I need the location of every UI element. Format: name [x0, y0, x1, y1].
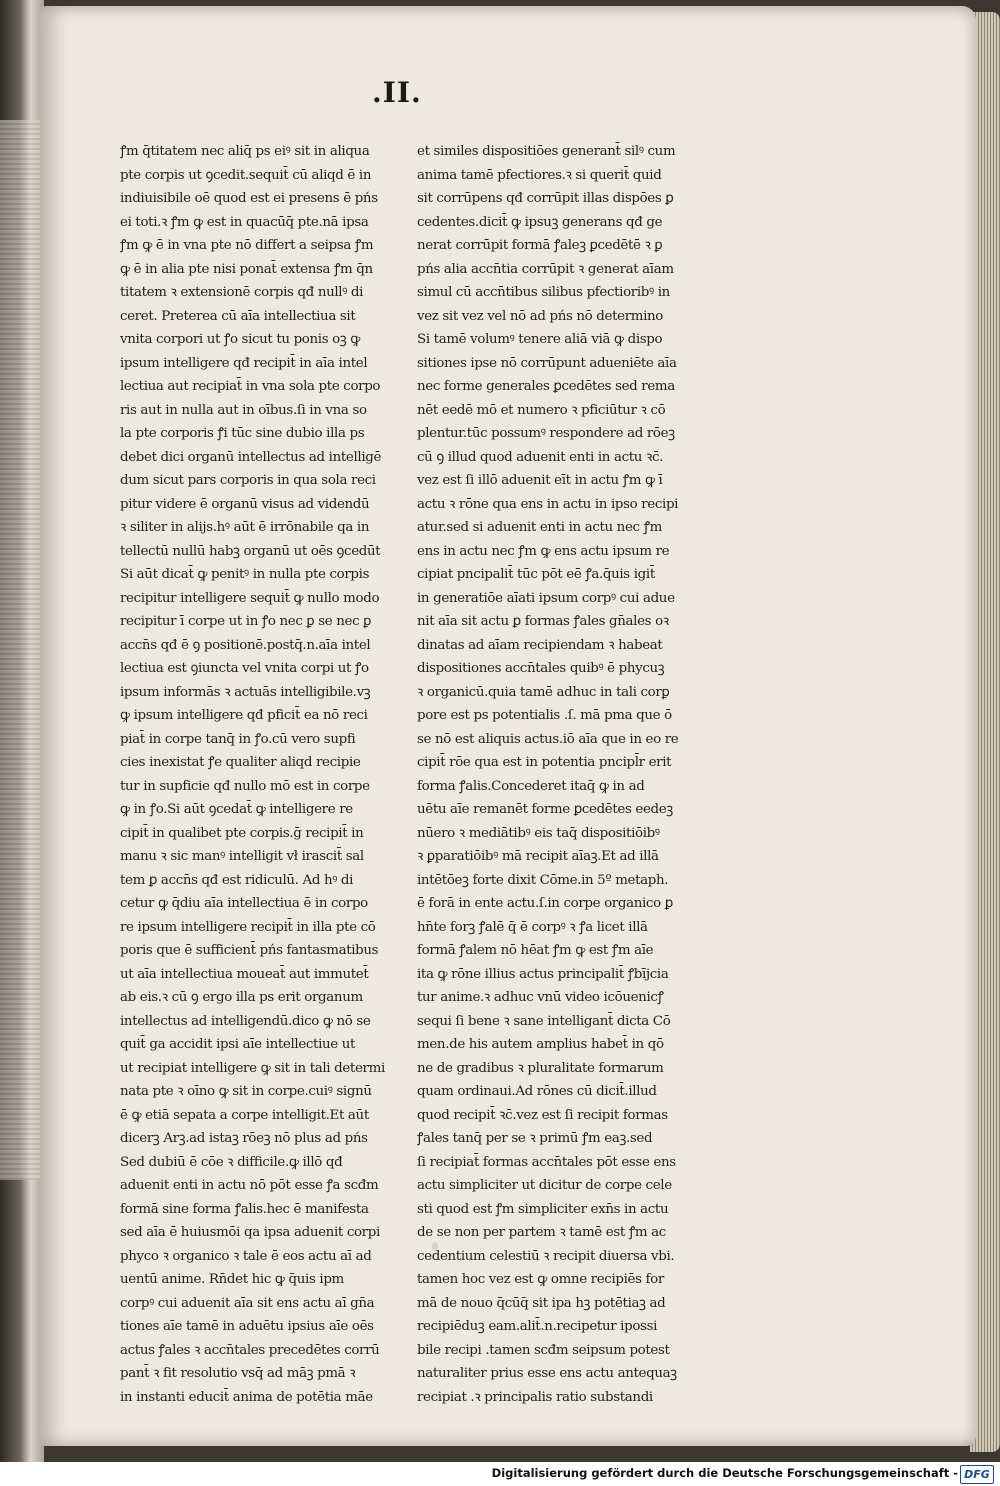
text-line: ipsum informās ꝛ actuās intelligibile.vꝫ	[120, 684, 371, 700]
text-line: sed aīa ē huiusmōi qa ipsa aduenit corpi	[120, 1225, 380, 1240]
text-line: ꝭm ꝙ ē in vna pte nō differt a seipsa ꝭm	[120, 238, 374, 253]
text-line: simul cū accn̄tibus silibus pfectioribꝰ in	[417, 285, 670, 300]
text-line: anima tamē pfectiores.ꝛ si querit̄ quid	[417, 167, 662, 183]
text-line: ꝭales tanq̄ per se ꝛ primū ꝭm eaꝫ.sed	[417, 1131, 653, 1146]
text-line: cies inexistat ꝭe qualiter aliqd recipie	[120, 755, 361, 770]
text-line: nec forme generales ꝑcedētes sed rema	[417, 379, 675, 394]
text-line: plentur.tūc possumꝰ respondere ad rōeꝫ	[417, 426, 675, 441]
footer-credit: Digitalisierung gefördert durch die Deutsche Forschungsgemeinschaft -	[491, 1466, 958, 1480]
text-line: nerat corrūpit formā ꝭaleꝫ ꝑcedētē ꝛ ꝑ	[417, 238, 663, 253]
text-line: hn̄te forꝫ ꝭalē q̄ ē corpꝰ ꝛ ꝭa licet illā	[417, 919, 648, 935]
text-line: recipiat .ꝛ principalis ratio substandi	[417, 1389, 653, 1405]
text-line: bile recipi .tamen scđm seipsum potest	[417, 1342, 670, 1358]
text-line: poris que ē sufficient̄ pńs fantasmatibus	[120, 943, 379, 958]
text-line: corpꝰ cui aduenit aīa sit ens actu aī gn̄a	[120, 1295, 375, 1311]
text-line: nēt eedē mō et numero ꝛ pficiūtur ꝛ cō	[417, 402, 666, 418]
text-line: pte corpis ut ꝯcedit.sequit̄ cū aliqd ē in	[120, 167, 372, 183]
text-line: forma ꝭalis.Concederet itaq̄ ꝙ in ad	[417, 778, 645, 794]
text-line: actu ꝛ rōne qua ens in actu in ipso recipi	[417, 496, 679, 512]
text-line: Si tamē volumꝰ tenere aliā viā ꝙ dispo	[417, 332, 663, 347]
text-line: ut aīa intellectiua moueat̄ aut immutet̄	[120, 966, 369, 982]
text-line: ꝙ ipsum intelligere qđ pficit̄ ea nō reci	[120, 708, 368, 723]
text-line: ita ꝙ rōne illius actus principalit̄ ꝭbījcia	[417, 966, 669, 982]
text-line: formā ꝭalem nō hēat ꝭm ꝙ est ꝭm aīe	[417, 943, 654, 958]
text-line: dicerꝫ Arꝫ.ad istaꝫ rōeꝫ nō plus ad pńs	[120, 1131, 368, 1146]
text-line: tiones aīe tamē in aduētu ipsius aīe oēs	[120, 1319, 374, 1334]
text-line: formā sine forma ꝭalis.hec ē manifesta	[120, 1201, 369, 1217]
text-line: et similes dispositiōes generant̄ silꝰ cum	[417, 144, 676, 159]
text-line: dispositiones accn̄tales quibꝰ ē phycuꝫ	[417, 661, 665, 676]
text-line: ipsum intelligere qđ recipit̄ in aīa intel	[120, 355, 368, 371]
text-line: actus ꝭales ꝛ accn̄tales precedētes corrū	[120, 1342, 380, 1358]
text-line: cipit̄ in qualibet pte corpis.ḡ recipit̄ in	[120, 825, 364, 841]
text-line: quit̄ ga accidit ipsi aīe intellectiue ut	[120, 1037, 356, 1052]
text-line: lectiua est ꝯiuncta vel vnita corpi ut ꝭo	[120, 661, 369, 676]
text-line: tem ꝑ accn̄s qđ est ridiculū. Ad hꝰ di	[120, 872, 354, 888]
text-line: cedentium celestiū ꝛ recipit diuersa vbi.	[417, 1248, 675, 1264]
text-line: sitiones ipse nō corrūpunt adueniēte aīa	[417, 355, 677, 371]
text-line: pant̄ ꝛ fit resolutio vsq̄ ad māꝫ pmā ꝛ	[120, 1366, 356, 1381]
text-line: in generatiōe aīati ipsum corpꝰ cui adue	[417, 590, 675, 606]
text-line: sti quod est ꝭm simpliciter exn̄s in actu	[417, 1201, 669, 1217]
text-line: cū ꝯ illud quod aduenit enti in actu ꝛc̄.	[417, 449, 664, 465]
text-line: ꝛ siliter in alijs.hꝰ aūt ē irrōnabile qa in	[120, 520, 370, 535]
text-line: dinatas ad aīam recipiendam ꝛ habeat	[417, 637, 663, 653]
dfg-logo: DFG	[960, 1465, 994, 1484]
text-line: ē ꝙ etiā sepata a corpe intelligit.Et aūt	[120, 1107, 369, 1123]
text-line: cipit̄ rōe qua est in potentia pncipl̄r erit	[417, 755, 672, 770]
text-line: tellectū nullū habꝫ organū ut oēs ꝯcedūt	[120, 543, 381, 559]
text-line: atur.sed si aduenit enti in actu nec ꝭm	[417, 520, 662, 535]
text-line: intellectus ad intelligendū.dico ꝙ nō se	[120, 1013, 371, 1029]
folio-number: .II.	[372, 76, 422, 109]
text-line: nata pte ꝛ oīno ꝙ sit in corpe.cuiꝰ signū	[120, 1084, 372, 1099]
previous-page-text-bleed	[0, 120, 40, 1180]
text-line: cetur ꝙ q̄diu aīa intellectiua ē in corpo	[120, 896, 368, 911]
text-line: men.de his autem amplius habet̄ in qō	[417, 1037, 664, 1052]
text-line: uentū anime. Rn̄det hic ꝙ q̄uis ipm	[120, 1272, 344, 1287]
text-line: la pte corporis ꝭi tūc sine dubio illa ps	[120, 426, 365, 441]
text-line: actu simpliciter ut dicitur de corpe cele	[417, 1178, 672, 1193]
text-line: sit corrūpens qđ corrūpit illas dispōes ꝑ	[417, 191, 674, 206]
right-text-column	[417, 140, 689, 1409]
text-line: quod recipit̄ ꝛc̄.vez est ſi recipit formas	[417, 1107, 668, 1123]
text-line: pitur videre ē organū visus ad videndū	[120, 496, 370, 512]
text-line: de se non per partem ꝛ tamē est ꝭm ac	[417, 1225, 666, 1240]
text-line: ſi recipiat̄ formas accn̄tales pōt esse ens	[417, 1154, 676, 1170]
text-line: uētu aīe remanēt forme ꝑcedētes eedeꝫ	[417, 802, 673, 817]
text-line: debet dici organū intellectus ad intelligē	[120, 449, 382, 465]
text-line: quam ordinaui.Ad rōnes cū dicit̄.illud	[417, 1084, 657, 1099]
text-line: ꝭm q̄titatem nec aliq̄ ps eiꝰ sit in aliqua	[120, 144, 370, 159]
text-line: aduenit enti in actu nō pōt esse ꝭa scđm	[120, 1178, 379, 1193]
text-line: intētōeꝫ forte dixit Cōme.in 5º metaph.	[417, 872, 669, 888]
text-line: ab eis.ꝛ cū ꝯ ergo illa ps erit organum	[120, 990, 363, 1005]
text-line: ē forā in ente actu.ſ.in corpe organico ꝑ	[417, 896, 673, 911]
text-line: phyco ꝛ organico ꝛ tale ē eos actu aī ad	[120, 1248, 372, 1264]
text-line: tamen hoc vez est ꝙ omne recipiēs for	[417, 1272, 664, 1287]
text-line: lectiua aut recipiat̄ in vna sola pte corpo	[120, 379, 381, 394]
text-line: in instanti educit̄ anima de potētia māe	[120, 1389, 373, 1405]
footer-bar	[0, 1462, 1000, 1486]
text-line: titatem ꝛ extensionē corpis qđ nullꝰ di	[120, 285, 364, 300]
text-line: ris aut in nulla aut in oībus.ſi in vna so	[120, 402, 367, 418]
text-line: dum sicut pars corporis in qua sola reci	[120, 473, 376, 488]
text-line: recipiēduꝫ eam.alit̄.n.recipetur ipossi	[417, 1319, 658, 1334]
text-line: vez est ſi illō aduenit eīt in actu ꝭm ꝙ ī	[417, 473, 663, 488]
text-line: Si aūt dicat̄ ꝙ penitꝰ in nulla pte corpis	[120, 567, 370, 582]
text-line: pore est ps potentialis .ſ. mā pma que ō	[417, 708, 672, 723]
text-line: ꝛ organicū.quia tamē adhuc in tali corꝑ	[417, 684, 670, 700]
text-line: tur anime.ꝛ adhuc vnū video icōuenicꝭ	[417, 990, 664, 1005]
text-line: recipitur intelligere sequit̄ ꝙ nullo modo	[120, 590, 380, 606]
text-line: ne de gradibus ꝛ pluralitate formarum	[417, 1060, 664, 1076]
left-text-column	[120, 140, 392, 1409]
text-line: ens in actu nec ꝭm ꝙ ens actu ipsum re	[417, 543, 670, 559]
text-line: ei toti.ꝛ ꝭm ꝙ est in quacūq̄ pte.nā ipsa	[120, 214, 369, 230]
text-line: nit aīa sit actu ꝑ formas ꝭales gn̄ales oꝛ	[417, 614, 669, 629]
text-line: recipitur ī corpe ut in ꝭo nec ꝑ se nec ꝑ	[120, 614, 372, 629]
text-line: ceret. Preterea cū aīa intellectiua sit	[120, 308, 356, 324]
text-line: ꝙ ē in alia pte nisi ponat̄ extensa ꝭm q̄n	[120, 261, 373, 277]
text-line: cipiat pncipalit̄ tūc pōt eē ꝭa.q̄uis igit̄	[417, 567, 655, 582]
text-line: ꝛ ꝑparatiōibꝰ mā recipit aīaꝫ.Et ad illā	[417, 849, 659, 864]
text-line: se nō est aliquis actus.iō aīa que in eo re	[417, 731, 679, 747]
text-line: re ipsum intelligere recipit̄ in illa pte cō	[120, 919, 376, 935]
text-line: vnita corpori ut ꝭo sicut tu ponis oꝫ ꝙ	[120, 332, 360, 347]
text-line: sequi ſi bene ꝛ sane intelligant̄ dicta Cō	[417, 1013, 671, 1029]
text-line: cedentes.dicit̄ ꝙ ipsuꝫ generans qđ ge	[417, 214, 663, 230]
text-line: vez sit vez vel nō ad pńs nō determino	[417, 308, 664, 324]
text-line: pńs alia accn̄tia corrūpit ꝛ generat aīam	[417, 261, 674, 277]
text-line: naturaliter prius esse ens actu antequaꝫ	[417, 1366, 677, 1381]
text-line: ꝙ in ꝭo.Si aūt ꝯcedat̄ ꝙ intelligere re	[120, 802, 353, 817]
text-line: indiuisibile oē quod est ei presens ē pńs	[120, 191, 378, 206]
text-line: ut recipiat intelligere ꝙ sit in tali determi	[120, 1060, 385, 1076]
text-line: Sed dubiū ē cōe ꝛ difficile.ꝙ illō qđ	[120, 1154, 343, 1170]
text-line: tur in supficie qđ nullo mō est in corpe	[120, 778, 370, 794]
text-line: manu ꝛ sic manꝰ intelligit vł irascit̄ sal	[120, 849, 364, 864]
text-line: mā de nouo q̄cūq̄ sit ipa hꝫ potētiaꝫ ad	[417, 1295, 666, 1311]
text-line: piat̄ in corpe tanq̄ in ꝭo.cū vero supfi	[120, 731, 356, 747]
text-line: nūero ꝛ mediātibꝰ eis taq̄ dispositiōibꝰ	[417, 825, 660, 841]
text-line: accn̄s qđ ē ꝯ positionē.postq̄.n.aīa intel	[120, 637, 371, 653]
